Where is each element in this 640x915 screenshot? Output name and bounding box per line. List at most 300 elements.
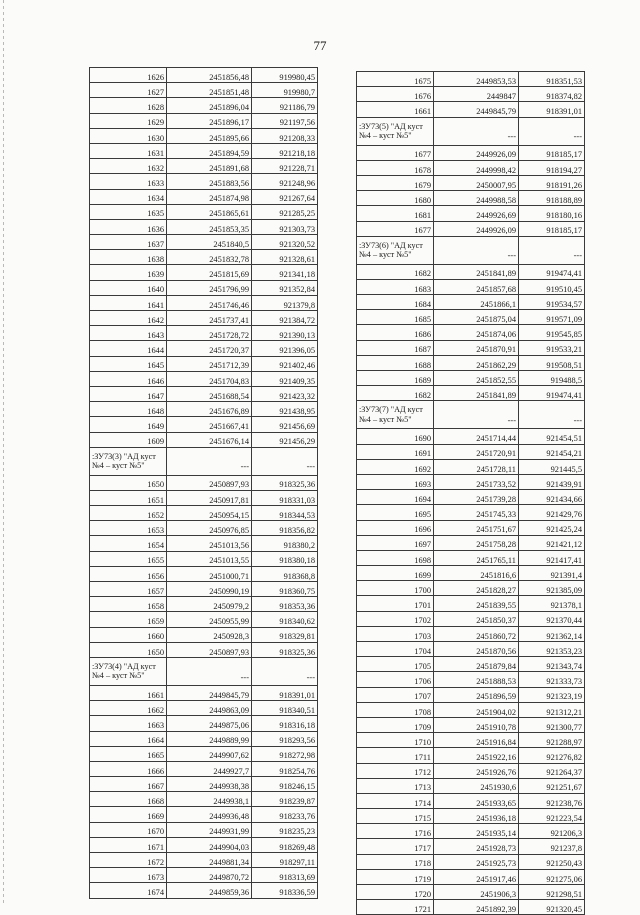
point-number-cell: 1688: [357, 355, 434, 370]
table-row: [90, 536, 318, 551]
table-row: [357, 854, 585, 869]
x-coordinate-cell: 2451676,89: [167, 402, 252, 417]
x-coordinate-cell: 2451720,91: [434, 444, 519, 459]
x-coordinate-cell: 2449863,09: [167, 701, 252, 716]
table-row: [90, 98, 318, 113]
y-coordinate-cell: 918368,8: [252, 566, 318, 581]
point-number-cell: 1706: [357, 672, 434, 687]
x-coordinate-cell: ---: [167, 447, 252, 475]
point-number-cell: 1651: [90, 490, 167, 505]
x-coordinate-cell: 2451928,73: [434, 839, 519, 854]
point-number-cell: 1662: [90, 701, 167, 716]
y-coordinate-cell: 921391,4: [519, 566, 585, 581]
table-row: [357, 657, 585, 672]
y-coordinate-cell: 921456,69: [252, 417, 318, 432]
point-number-cell: 1710: [357, 733, 434, 748]
point-number-cell: 1672: [90, 853, 167, 868]
x-coordinate-cell: 2449904,03: [167, 837, 252, 852]
y-coordinate-cell: 921218,18: [252, 143, 318, 158]
coordinates-table-left: [89, 67, 318, 899]
table-row: [90, 582, 318, 597]
y-coordinate-cell: 918293,56: [252, 731, 318, 746]
section-label-cell: :ЗУ73(5) "АД куст №4 – куст №5": [357, 117, 434, 145]
x-coordinate-cell: 2451936,18: [434, 809, 519, 824]
y-coordinate-cell: 919533,21: [519, 340, 585, 355]
point-number-cell: 1695: [357, 505, 434, 520]
table-row: [90, 701, 318, 716]
y-coordinate-cell: 918191,26: [519, 175, 585, 190]
y-coordinate-cell: ---: [519, 117, 585, 145]
x-coordinate-cell: 2451013,55: [167, 551, 252, 566]
x-coordinate-cell: 2449889,99: [167, 731, 252, 746]
x-coordinate-cell: 2451720,37: [167, 341, 252, 356]
x-coordinate-cell: 2449926,09: [434, 221, 519, 236]
point-number-cell: 1677: [357, 145, 434, 160]
table-row: [357, 191, 585, 206]
table-row: [357, 505, 585, 520]
table-row: [90, 837, 318, 852]
x-coordinate-cell: 2449936,48: [167, 807, 252, 822]
point-number-cell: 1698: [357, 550, 434, 565]
point-number-cell: 1708: [357, 702, 434, 717]
point-number-cell: 1693: [357, 474, 434, 489]
x-coordinate-cell: ---: [434, 236, 519, 264]
section-label-cell: :ЗУ73(3) "АД куст №4 – куст №5": [90, 447, 167, 475]
table-row: [357, 839, 585, 854]
y-coordinate-cell: 921423,32: [252, 386, 318, 401]
table-row: [357, 145, 585, 160]
x-coordinate-cell: 2451930,6: [434, 778, 519, 793]
point-number-cell: 1718: [357, 854, 434, 869]
y-coordinate-cell: 918331,03: [252, 490, 318, 505]
point-number-cell: 1721: [357, 900, 434, 915]
point-number-cell: 1661: [357, 102, 434, 117]
point-number-cell: 1643: [90, 326, 167, 341]
x-coordinate-cell: 2449870,72: [167, 868, 252, 883]
point-number-cell: 1676: [357, 87, 434, 102]
table-row: [90, 174, 318, 189]
y-coordinate-cell: 918269,48: [252, 837, 318, 852]
y-coordinate-cell: 921417,41: [519, 550, 585, 565]
x-coordinate-cell: 2451796,99: [167, 280, 252, 295]
table-row: [90, 128, 318, 143]
point-number-cell: 1675: [357, 72, 434, 87]
point-number-cell: 1609: [90, 432, 167, 447]
x-coordinate-cell: 2451862,29: [434, 355, 519, 370]
table-row: [357, 490, 585, 505]
point-number-cell: 1653: [90, 521, 167, 536]
y-coordinate-cell: 918188,89: [519, 191, 585, 206]
point-number-cell: 1685: [357, 310, 434, 325]
point-number-cell: 1690: [357, 429, 434, 444]
table-row: [357, 444, 585, 459]
table-row: [90, 68, 318, 83]
point-number-cell: 1654: [90, 536, 167, 551]
y-coordinate-cell: 918353,36: [252, 597, 318, 612]
table-row: [90, 716, 318, 731]
table-row: [357, 102, 585, 117]
y-coordinate-cell: 921323,19: [519, 687, 585, 702]
point-number-cell: 1659: [90, 612, 167, 627]
y-coordinate-cell: 919488,5: [519, 371, 585, 386]
point-number-cell: 1660: [90, 627, 167, 642]
point-number-cell: 1639: [90, 265, 167, 280]
x-coordinate-cell: 2450917,81: [167, 490, 252, 505]
table-row: [90, 432, 318, 447]
y-coordinate-cell: 918391,01: [252, 685, 318, 700]
scan-edge-line: [3, 0, 4, 905]
table-row: [90, 868, 318, 883]
y-coordinate-cell: 919510,45: [519, 279, 585, 294]
point-number-cell: 1684: [357, 295, 434, 310]
y-coordinate-cell: 918325,36: [252, 475, 318, 490]
y-coordinate-cell: 918246,15: [252, 777, 318, 792]
y-coordinate-cell: 918380,18: [252, 551, 318, 566]
x-coordinate-cell: 2451910,78: [434, 717, 519, 732]
section-label-cell: :ЗУ73(7) "АД куст №4 – куст №5": [357, 401, 434, 429]
y-coordinate-cell: 918316,18: [252, 716, 318, 731]
y-coordinate-cell: 918351,53: [519, 72, 585, 87]
point-number-cell: 1681: [357, 206, 434, 221]
y-coordinate-cell: 921250,43: [519, 854, 585, 869]
table-row: [357, 325, 585, 340]
x-coordinate-cell: 2450979,2: [167, 597, 252, 612]
y-coordinate-cell: 921385,09: [519, 581, 585, 596]
x-coordinate-cell: 2451896,59: [434, 687, 519, 702]
y-coordinate-cell: 921333,73: [519, 672, 585, 687]
table-row: [90, 506, 318, 521]
x-coordinate-cell: 2451815,69: [167, 265, 252, 280]
point-number-cell: 1640: [90, 280, 167, 295]
x-coordinate-cell: 2451728,72: [167, 326, 252, 341]
point-number-cell: 1626: [90, 68, 167, 83]
x-coordinate-cell: 2451879,84: [434, 657, 519, 672]
x-coordinate-cell: 2451688,54: [167, 386, 252, 401]
point-number-cell: 1636: [90, 219, 167, 234]
y-coordinate-cell: 919474,41: [519, 264, 585, 279]
point-number-cell: 1720: [357, 885, 434, 900]
table-row: [90, 371, 318, 386]
x-coordinate-cell: 2451852,55: [434, 371, 519, 386]
y-coordinate-cell: 918233,76: [252, 807, 318, 822]
table-row: [357, 611, 585, 626]
table-row: [357, 581, 585, 596]
y-coordinate-cell: 918325,36: [252, 642, 318, 657]
point-number-cell: 1669: [90, 807, 167, 822]
x-coordinate-cell: 2451865,61: [167, 204, 252, 219]
page-number: 77: [313, 38, 327, 53]
table-row: [90, 551, 318, 566]
point-number-cell: 1670: [90, 822, 167, 837]
table-section-row: [90, 447, 318, 475]
point-number-cell: 1657: [90, 582, 167, 597]
point-number-cell: 1719: [357, 869, 434, 884]
table-row: [90, 250, 318, 265]
table-section-row: [90, 657, 318, 685]
point-number-cell: 1661: [90, 685, 167, 700]
y-coordinate-cell: 921445,5: [519, 459, 585, 474]
x-coordinate-cell: 2451875,04: [434, 310, 519, 325]
x-coordinate-cell: 2451737,41: [167, 311, 252, 326]
point-number-cell: 1628: [90, 98, 167, 113]
y-coordinate-cell: 918360,75: [252, 582, 318, 597]
table-row: [357, 809, 585, 824]
x-coordinate-cell: 2451839,55: [434, 596, 519, 611]
y-coordinate-cell: 919980,7: [252, 83, 318, 98]
table-row: [357, 748, 585, 763]
y-coordinate-cell: 921208,33: [252, 128, 318, 143]
point-number-cell: 1667: [90, 777, 167, 792]
x-coordinate-cell: 2449847: [434, 87, 519, 102]
table-row: [90, 402, 318, 417]
table-row: [357, 386, 585, 401]
y-coordinate-cell: 921298,51: [519, 885, 585, 900]
y-coordinate-cell: 921238,76: [519, 793, 585, 808]
point-number-cell: 1674: [90, 883, 167, 898]
table-row: [357, 371, 585, 386]
table-row: [90, 295, 318, 310]
x-coordinate-cell: 2449988,58: [434, 191, 519, 206]
point-number-cell: 1629: [90, 113, 167, 128]
point-number-cell: 1691: [357, 444, 434, 459]
table-row: [357, 175, 585, 190]
table-row: [357, 295, 585, 310]
y-coordinate-cell: 918185,17: [519, 221, 585, 236]
point-number-cell: 1630: [90, 128, 167, 143]
point-number-cell: 1715: [357, 809, 434, 824]
table-row: [90, 521, 318, 536]
table-row: [90, 475, 318, 490]
table-row: [357, 550, 585, 565]
point-number-cell: 1642: [90, 311, 167, 326]
x-coordinate-cell: 2451916,84: [434, 733, 519, 748]
y-coordinate-cell: 921456,29: [252, 432, 318, 447]
x-coordinate-cell: 2451704,83: [167, 371, 252, 386]
y-coordinate-cell: 921438,95: [252, 402, 318, 417]
x-coordinate-cell: ---: [167, 657, 252, 685]
table-row: [90, 341, 318, 356]
y-coordinate-cell: 921186,79: [252, 98, 318, 113]
table-row: [357, 279, 585, 294]
table-row: [357, 340, 585, 355]
table-row: [90, 280, 318, 295]
table-row: [90, 807, 318, 822]
point-number-cell: 1652: [90, 506, 167, 521]
table-row: [90, 612, 318, 627]
x-coordinate-cell: 2451728,11: [434, 459, 519, 474]
point-number-cell: 1648: [90, 402, 167, 417]
x-coordinate-cell: 2451714,44: [434, 429, 519, 444]
point-number-cell: 1645: [90, 356, 167, 371]
x-coordinate-cell: 2449938,38: [167, 777, 252, 792]
point-number-cell: 1631: [90, 143, 167, 158]
x-coordinate-cell: 2449907,62: [167, 746, 252, 761]
y-coordinate-cell: 921396,05: [252, 341, 318, 356]
table-row: [90, 566, 318, 581]
y-coordinate-cell: 921421,12: [519, 535, 585, 550]
table-row: [357, 520, 585, 535]
y-coordinate-cell: 921228,71: [252, 159, 318, 174]
point-number-cell: 1716: [357, 824, 434, 839]
point-number-cell: 1649: [90, 417, 167, 432]
table-row: [357, 72, 585, 87]
y-coordinate-cell: 921353,23: [519, 642, 585, 657]
table-row: [90, 761, 318, 776]
table-row: [357, 221, 585, 236]
table-row: [90, 490, 318, 505]
x-coordinate-cell: 2449926,09: [434, 145, 519, 160]
y-coordinate-cell: 921379,8: [252, 295, 318, 310]
y-coordinate-cell: 921328,61: [252, 250, 318, 265]
x-coordinate-cell: 2451904,02: [434, 702, 519, 717]
y-coordinate-cell: 921409,35: [252, 371, 318, 386]
y-coordinate-cell: 921275,06: [519, 869, 585, 884]
table-row: [90, 417, 318, 432]
x-coordinate-cell: 2450990,19: [167, 582, 252, 597]
point-number-cell: 1696: [357, 520, 434, 535]
table-row: [357, 429, 585, 444]
point-number-cell: 1647: [90, 386, 167, 401]
table-row: [90, 326, 318, 341]
x-coordinate-cell: 2451000,71: [167, 566, 252, 581]
point-number-cell: 1637: [90, 235, 167, 250]
point-number-cell: 1689: [357, 371, 434, 386]
y-coordinate-cell: 921434,66: [519, 490, 585, 505]
y-coordinate-cell: 918391,01: [519, 102, 585, 117]
point-number-cell: 1702: [357, 611, 434, 626]
table-row: [90, 883, 318, 898]
x-coordinate-cell: ---: [434, 117, 519, 145]
table-row: [357, 535, 585, 550]
table-row: [90, 792, 318, 807]
table-row: [357, 642, 585, 657]
point-number-cell: 1644: [90, 341, 167, 356]
y-coordinate-cell: 921248,96: [252, 174, 318, 189]
point-number-cell: 1714: [357, 793, 434, 808]
x-coordinate-cell: 2449853,53: [434, 72, 519, 87]
x-coordinate-cell: 2450955,99: [167, 612, 252, 627]
x-coordinate-cell: 2451676,14: [167, 432, 252, 447]
table-row: [357, 566, 585, 581]
table-row: [357, 733, 585, 748]
y-coordinate-cell: 921320,52: [252, 235, 318, 250]
table-section-row: [357, 401, 585, 429]
point-number-cell: 1646: [90, 371, 167, 386]
table-row: [357, 264, 585, 279]
point-number-cell: 1663: [90, 716, 167, 731]
x-coordinate-cell: 2451745,33: [434, 505, 519, 520]
y-coordinate-cell: 921251,67: [519, 778, 585, 793]
y-coordinate-cell: 918272,98: [252, 746, 318, 761]
y-coordinate-cell: 919474,41: [519, 386, 585, 401]
table-row: [357, 885, 585, 900]
point-number-cell: 1717: [357, 839, 434, 854]
table-row: [90, 642, 318, 657]
point-number-cell: 1687: [357, 340, 434, 355]
table-row: [90, 356, 318, 371]
y-coordinate-cell: 918340,51: [252, 701, 318, 716]
x-coordinate-cell: 2451896,17: [167, 113, 252, 128]
point-number-cell: 1712: [357, 763, 434, 778]
table-row: [357, 160, 585, 175]
x-coordinate-cell: 2451857,68: [434, 279, 519, 294]
table-row: [357, 596, 585, 611]
x-coordinate-cell: 2451896,04: [167, 98, 252, 113]
x-coordinate-cell: 2451712,39: [167, 356, 252, 371]
x-coordinate-cell: 2449845,79: [434, 102, 519, 117]
table-row: [90, 627, 318, 642]
x-coordinate-cell: 2451874,06: [434, 325, 519, 340]
x-coordinate-cell: 2451667,41: [167, 417, 252, 432]
y-coordinate-cell: 921320,45: [519, 900, 585, 915]
x-coordinate-cell: 2451933,65: [434, 793, 519, 808]
table-row: [90, 822, 318, 837]
x-coordinate-cell: 2451866,1: [434, 295, 519, 310]
table-row: [357, 793, 585, 808]
y-coordinate-cell: 921439,91: [519, 474, 585, 489]
table-row: [90, 189, 318, 204]
y-coordinate-cell: 918356,82: [252, 521, 318, 536]
y-coordinate-cell: 919571,09: [519, 310, 585, 325]
table-row: [90, 235, 318, 250]
y-coordinate-cell: 921264,37: [519, 763, 585, 778]
point-number-cell: 1633: [90, 174, 167, 189]
x-coordinate-cell: 2451891,68: [167, 159, 252, 174]
y-coordinate-cell: ---: [252, 657, 318, 685]
point-number-cell: 1704: [357, 642, 434, 657]
x-coordinate-cell: 2451917,46: [434, 869, 519, 884]
x-coordinate-cell: 2451816,6: [434, 566, 519, 581]
x-coordinate-cell: 2449938,1: [167, 792, 252, 807]
y-coordinate-cell: 921362,14: [519, 626, 585, 641]
table-row: [90, 83, 318, 98]
table-row: [357, 626, 585, 641]
point-number-cell: 1638: [90, 250, 167, 265]
x-coordinate-cell: 2451851,48: [167, 83, 252, 98]
table-row: [357, 687, 585, 702]
table-row: [90, 386, 318, 401]
table-row: [90, 265, 318, 280]
y-coordinate-cell: 918194,27: [519, 160, 585, 175]
table-row: [357, 900, 585, 915]
point-number-cell: 1658: [90, 597, 167, 612]
point-number-cell: 1671: [90, 837, 167, 852]
y-coordinate-cell: 919508,51: [519, 355, 585, 370]
x-coordinate-cell: ---: [434, 401, 519, 429]
point-number-cell: 1683: [357, 279, 434, 294]
y-coordinate-cell: 921454,21: [519, 444, 585, 459]
y-coordinate-cell: 921223,54: [519, 809, 585, 824]
x-coordinate-cell: 2449931,99: [167, 822, 252, 837]
point-number-cell: 1665: [90, 746, 167, 761]
table-row: [90, 159, 318, 174]
y-coordinate-cell: 921276,82: [519, 748, 585, 763]
y-coordinate-cell: 918380,2: [252, 536, 318, 551]
point-number-cell: 1680: [357, 191, 434, 206]
x-coordinate-cell: 2451739,28: [434, 490, 519, 505]
point-number-cell: 1694: [357, 490, 434, 505]
point-number-cell: 1666: [90, 761, 167, 776]
y-coordinate-cell: 918374,82: [519, 87, 585, 102]
x-coordinate-cell: 2450897,93: [167, 642, 252, 657]
x-coordinate-cell: 2451733,52: [434, 474, 519, 489]
y-coordinate-cell: 921300,77: [519, 717, 585, 732]
x-coordinate-cell: 2450928,3: [167, 627, 252, 642]
table-row: [357, 717, 585, 732]
y-coordinate-cell: ---: [519, 401, 585, 429]
point-number-cell: 1699: [357, 566, 434, 581]
x-coordinate-cell: 2449859,36: [167, 883, 252, 898]
